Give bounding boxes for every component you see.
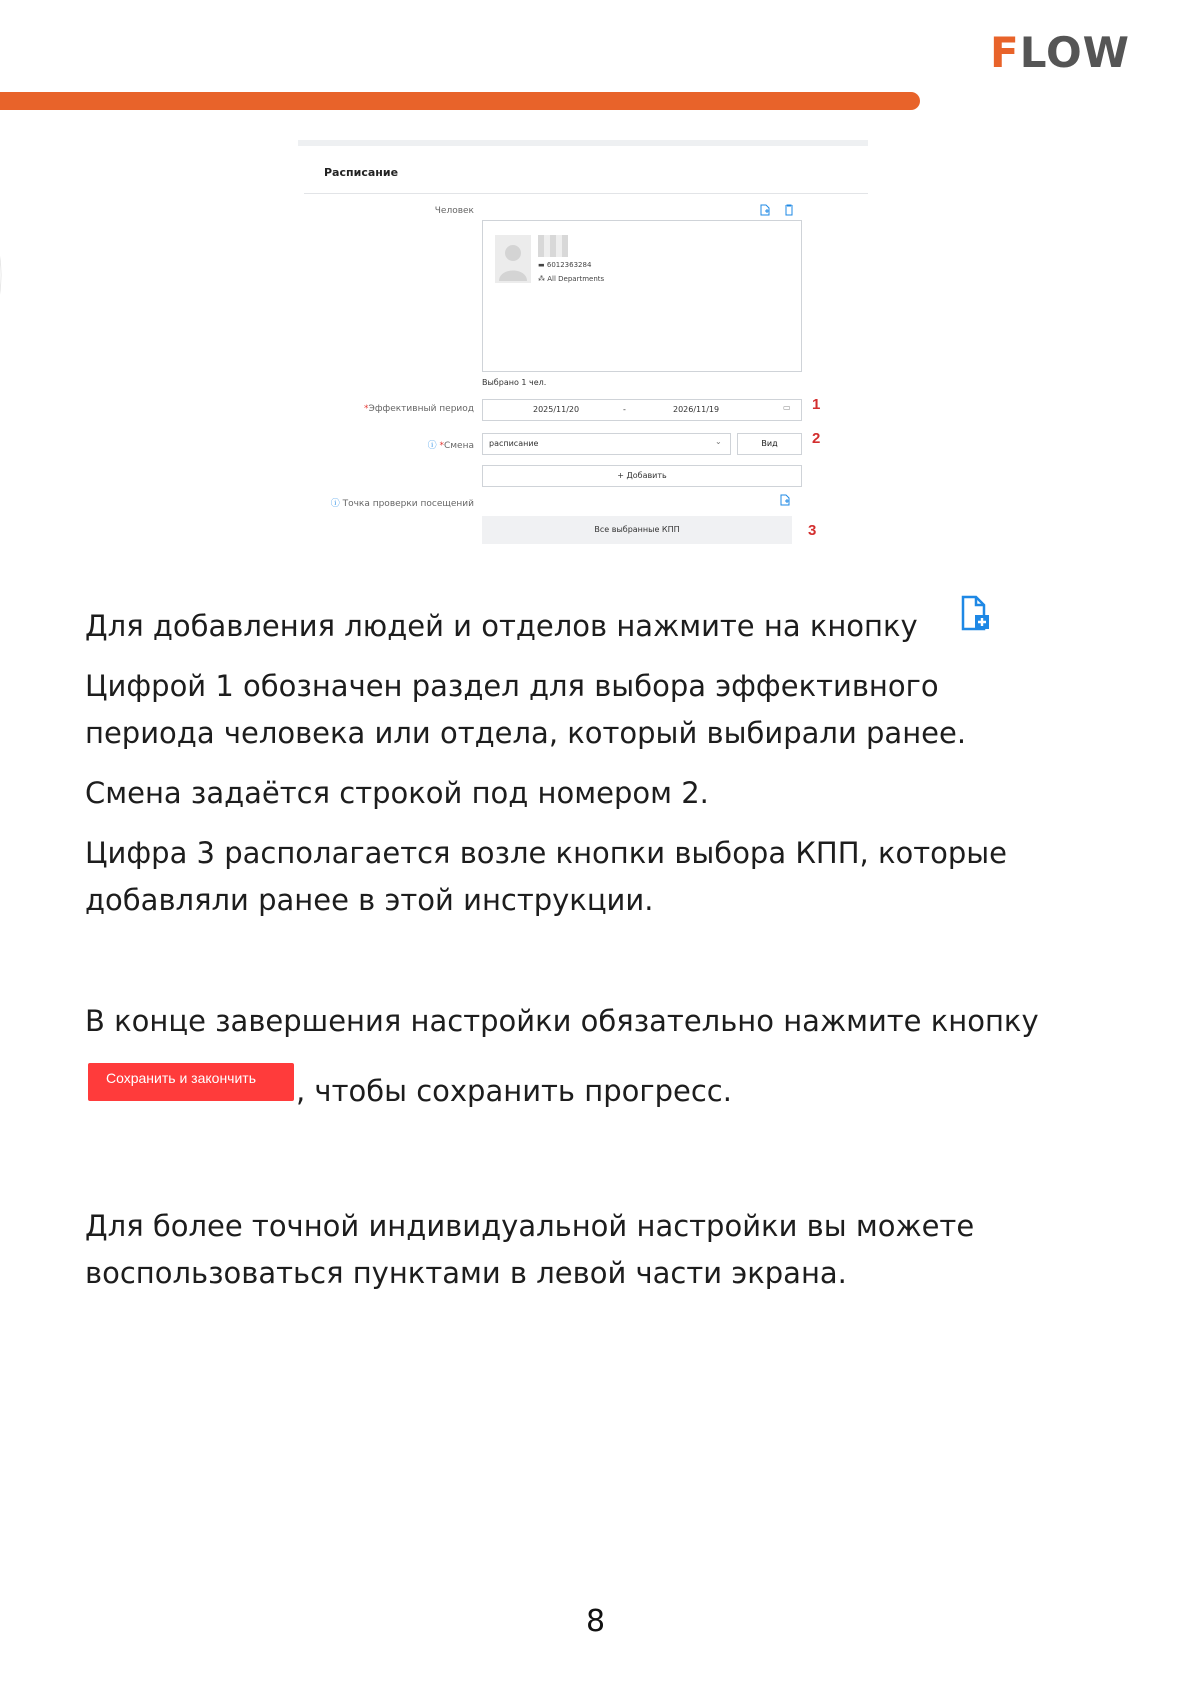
org-icon: ⁂ <box>538 275 545 283</box>
add-button[interactable]: + Добавить <box>482 465 802 487</box>
info-icon: ⓘ <box>330 499 343 509</box>
selected-count: Выбрано 1 чел. <box>482 378 547 387</box>
shift-value: расписание <box>489 439 539 448</box>
add-checkpoint-icon[interactable] <box>780 494 790 506</box>
paragraph-marker-1: Цифрой 1 обозначен раздел для выбора эффективного периода человека или отдела, который выбирали ранее. <box>85 669 967 750</box>
marker-3: 3 <box>808 522 817 539</box>
checkpoint-label: ⓘ Точка проверки посещений <box>330 499 474 509</box>
add-person-icon[interactable] <box>760 204 770 216</box>
decorative-swirl <box>0 130 50 430</box>
date-separator: - <box>623 405 626 414</box>
header-orange-bar <box>0 92 920 110</box>
paragraph-add-people: Для добавления людей и отделов нажмите на кнопку <box>85 603 1125 650</box>
avatar <box>495 235 531 283</box>
effective-period-label: *Эффективный период <box>364 404 474 414</box>
add-file-icon <box>960 595 990 631</box>
date-to: 2026/11/19 <box>673 405 720 414</box>
person-department-row: ⁂ All Departments <box>538 275 605 283</box>
paragraph-save: В конце завершения настройки обязательно нажмите кнопку <box>85 1004 1039 1038</box>
card-icon: ▬ <box>538 261 545 269</box>
screenshot-title: Расписание <box>324 166 399 179</box>
paragraph-save-tail: , чтобы сохранить прогресс. <box>296 1074 732 1108</box>
info-icon: ⓘ <box>427 441 440 451</box>
all-checkpoints-button[interactable]: Все выбранные КПП <box>482 516 792 544</box>
shift-select[interactable] <box>482 433 731 455</box>
person-label: Человек <box>434 206 474 216</box>
page-number: 8 <box>585 1604 606 1639</box>
person-list-box[interactable] <box>482 220 802 372</box>
marker-1: 1 <box>812 396 821 413</box>
plus-icon: + <box>617 471 627 480</box>
date-from: 2025/11/20 <box>533 405 580 414</box>
marker-2: 2 <box>812 430 821 447</box>
blurred-name <box>538 235 568 257</box>
schedule-screenshot <box>298 140 868 556</box>
chevron-down-icon: ⌄ <box>715 437 722 446</box>
paragraph-marker-2: Смена задаётся строкой под номером 2. <box>85 776 709 810</box>
person-id-row: ▬ 6012363284 <box>538 261 592 269</box>
flow-logo: FLOW <box>990 28 1130 77</box>
divider <box>304 193 868 194</box>
calendar-icon[interactable]: ▭ <box>783 403 791 412</box>
trash-icon[interactable] <box>784 204 794 216</box>
save-and-finish-button: Сохранить и закончить <box>88 1063 294 1101</box>
view-button[interactable]: Вид <box>737 433 802 455</box>
paragraph-left-menu: Для более точной индивидуальной настройки вы можете воспользоваться пунктами в левой части экрана. <box>85 1209 975 1290</box>
effective-period-input[interactable] <box>482 399 802 421</box>
paragraph-marker-3: Цифра 3 располагается возле кнопки выбора КПП, которые добавляли ранее в этой инструкции. <box>85 836 1008 917</box>
shift-label: ⓘ *Смена <box>427 441 474 451</box>
